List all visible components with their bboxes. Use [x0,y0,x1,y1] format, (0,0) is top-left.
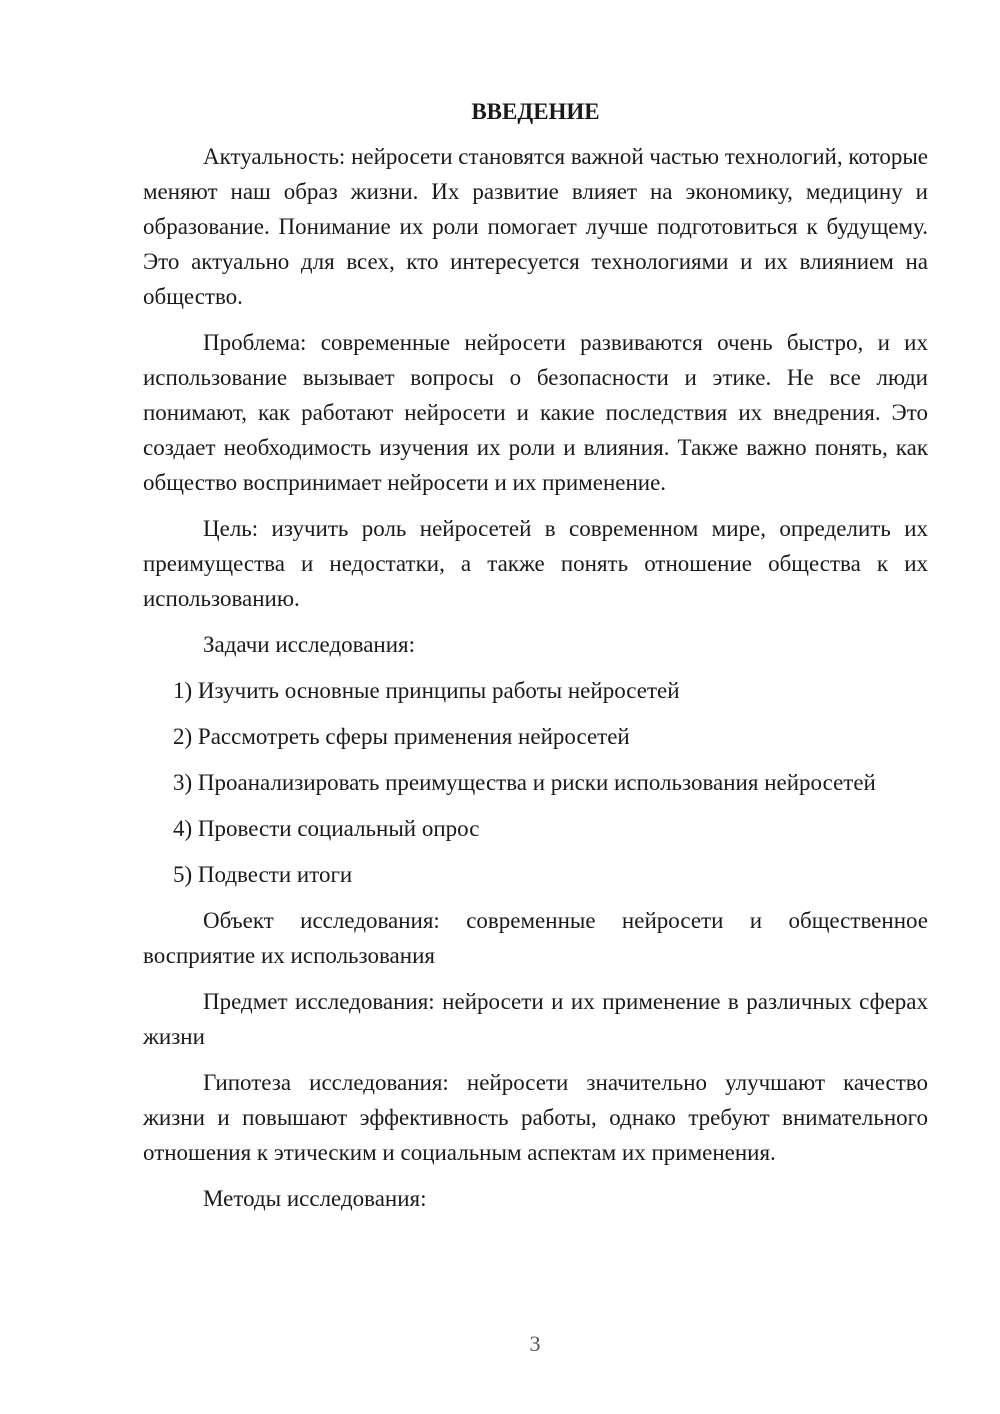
methods-heading: Методы исследования: [203,1186,427,1211]
task-item-2: 2) Рассмотреть сферы применения нейросетей [173,724,630,749]
object-paragraph: Объект исследования: современные нейросети и общественное восприятие их использования [143,908,928,968]
section-title: ВВЕДЕНИЕ [471,99,600,124]
goal-paragraph: Цель: изучить роль нейросетей в современном мире, определить их преимущества и недостатки, а также понять отношение общества к их использованию. [143,516,928,611]
subject-paragraph: Предмет исследования: нейросети и их применение в различных сферах жизни [143,989,928,1049]
relevance-paragraph: Актуальность: нейросети становятся важной частью технологий, которые меняют наш образ жизни. Их развитие влияет на экономику, медицину и образование. Понимание их роли помогает лучше подготовиться к будущему. Это актуально для всех, кто интересуется технологиями и их влиянием на общество. [143,144,928,309]
task-item-1: 1) Изучить основные принципы работы нейросетей [173,678,680,703]
tasks-heading: Задачи исследования: [203,632,416,657]
task-item-5: 5) Подвести итоги [173,862,353,887]
page-number: 3 [529,1331,541,1356]
task-item-4: 4) Провести социальный опрос [173,816,480,841]
hypothesis-paragraph: Гипотеза исследования: нейросети значительно улучшают качество жизни и повышают эффективность работы, однако требуют внимательного отношения к этическим и социальным аспектам их применения. [143,1070,928,1165]
task-item-3: 3) Проанализировать преимущества и риски использования нейросетей [173,770,876,795]
document-body [143,94,928,1227]
problem-paragraph: Проблема: современные нейросети развиваются очень быстро, и их использование вызывает вопросы о безопасности и этике. Не все люди понимают, как работают нейросети и какие последствия их внедрения. Это создает необходимость изучения их роли и влияния. Также важно понять, как общество воспринимает нейросети и их применение. [143,330,928,495]
